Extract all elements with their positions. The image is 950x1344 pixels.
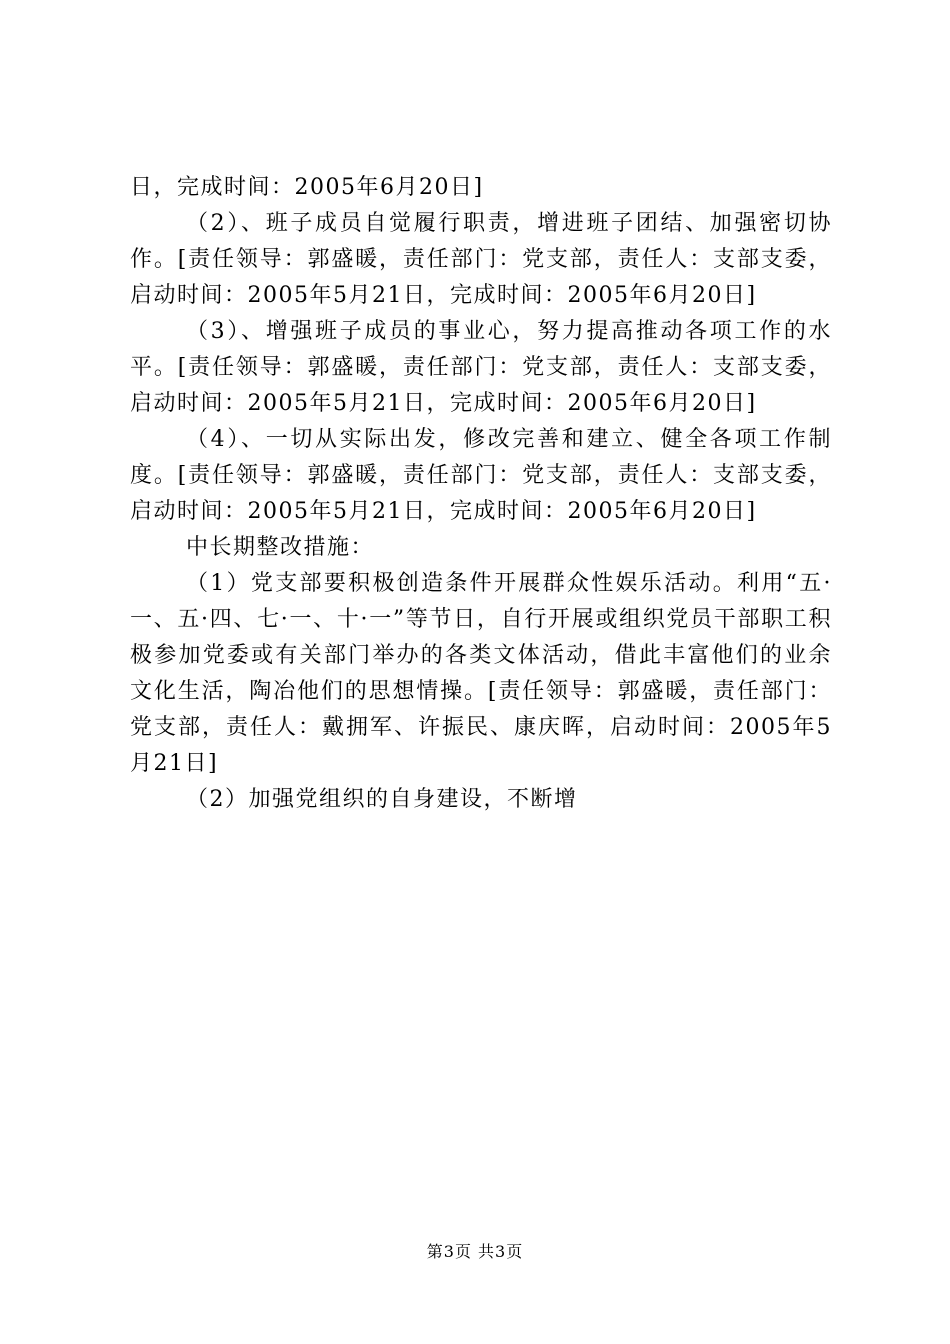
paragraph-item-4: （4）、一切从实际出发，修改完善和建立、健全各项工作制度。[责任领导：郭盛暖，责任部门：党支部，责任人：支部支委，启动时间：2005年5月21日，完成时间：2005年6月20日] (130, 427, 832, 524)
paragraph-continuation: 日，完成时间：2005年6月20日] (130, 175, 484, 200)
paragraph-item-2: （2）、班子成员自觉履行职责，增进班子团结、加强密切协作。[责任领导：郭盛暖，责任部门：党支部，责任人：支部支委，启动时间：2005年5月21日，完成时间：2005年6月20日] (130, 211, 832, 308)
paragraph-item-3: （3）、增强班子成员的事业心，努力提高推动各项工作的水平。[责任领导：郭盛暖，责任部门：党支部，责任人：支部支委，启动时间：2005年5月21日，完成时间：2005年6月20日] (130, 319, 832, 416)
paragraph-long-term-2: （2）加强党组织的自身建设，不断增 (186, 787, 578, 812)
page-number-footer: 第3页 共3页 (426, 1242, 524, 1261)
document-body (130, 170, 832, 818)
section-heading-long-term: 中长期整改措施： (186, 535, 375, 560)
paragraph-long-term-1: （1）党支部要积极创造条件开展群众性娱乐活动。利用“五·一、五·四、七·一、十·一”等节日，自行开展或组织党员干部职工积极参加党委或有关部门举办的各类文体活动，借此丰富他们的业余文化生活，陶冶他们的思想情操。[责任领导：郭盛暖，责任部门：党支部，责任人：戴拥军、许振民、康庆晖，启动时间：2005年5月21日] (130, 571, 832, 776)
